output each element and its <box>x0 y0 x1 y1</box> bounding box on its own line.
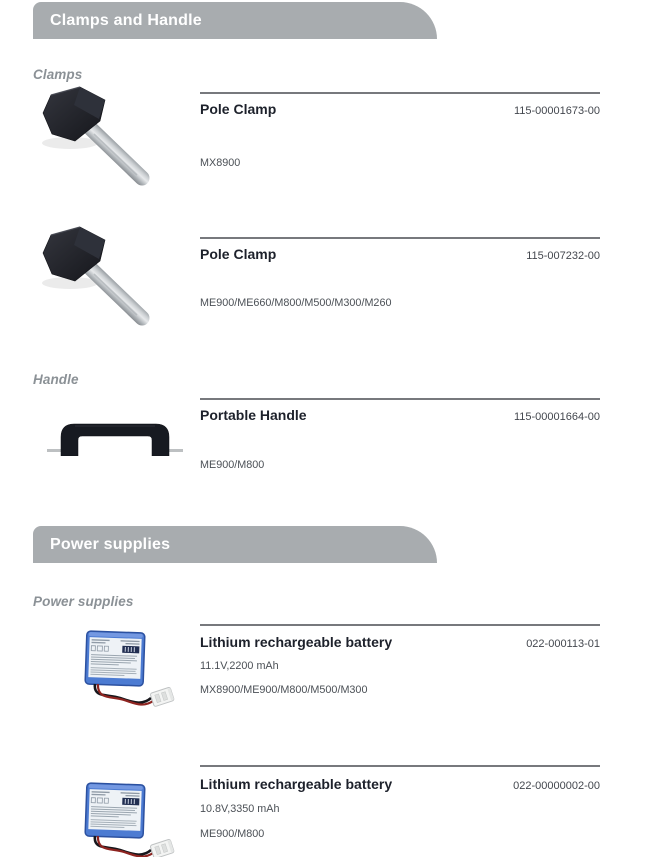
product-title: Pole Clamp <box>200 246 277 262</box>
lithium-battery-photo <box>80 780 185 857</box>
portable-handle-photo <box>47 420 183 456</box>
product-title-row <box>200 776 600 792</box>
product-part-number: 115-00001664-00 <box>513 411 600 423</box>
product-divider <box>200 398 600 400</box>
product-title-row <box>200 246 600 262</box>
product-spec: 11.1V,2200 mAh <box>200 660 279 672</box>
lithium-battery-image <box>80 780 185 857</box>
product-title: Pole Clamp <box>200 101 277 117</box>
product-divider <box>200 237 600 239</box>
product-title: Lithium rechargeable battery <box>200 634 393 650</box>
product-spec: 10.8V,3350 mAh <box>200 803 280 815</box>
product-part-number: 115-007232-00 <box>526 250 600 262</box>
product-models: ME900/ME660/M800/M500/M300/M260 <box>200 297 392 309</box>
product-title-row <box>200 101 600 117</box>
product-models: ME900/M800 <box>200 828 265 840</box>
product-models: ME900/M800 <box>200 459 265 471</box>
section-banner-title: Clamps and Handle <box>50 11 202 29</box>
section-banner-power-supplies <box>33 526 437 563</box>
pole-clamp-photo <box>30 84 170 196</box>
group-label-clamps: Clamps <box>33 67 83 82</box>
product-title-row <box>200 634 600 650</box>
product-part-number: 022-000113-01 <box>526 638 600 650</box>
group-label-power-supplies: Power supplies <box>33 594 134 609</box>
product-models: MX8900 <box>200 157 241 169</box>
lithium-battery-image <box>80 628 185 718</box>
lithium-battery-photo <box>80 628 185 718</box>
product-divider <box>200 624 600 626</box>
section-banner-title: Power supplies <box>50 535 171 553</box>
section-banner-clamps-and-handle <box>33 2 437 39</box>
product-models: MX8900/ME900/M800/M500/M300 <box>200 684 368 696</box>
pole-clamp-image <box>30 224 170 336</box>
product-title: Lithium rechargeable battery <box>200 776 393 792</box>
group-label-handle: Handle <box>33 372 79 387</box>
product-part-number: 115-00001673-00 <box>513 105 600 117</box>
product-divider <box>200 765 600 767</box>
portable-handle-image <box>47 420 183 456</box>
pole-clamp-photo <box>30 224 170 336</box>
product-title-row <box>200 407 600 423</box>
product-part-number: 022-00000002-00 <box>513 780 600 792</box>
pole-clamp-image <box>30 84 170 196</box>
product-divider <box>200 92 600 94</box>
product-title: Portable Handle <box>200 407 307 423</box>
